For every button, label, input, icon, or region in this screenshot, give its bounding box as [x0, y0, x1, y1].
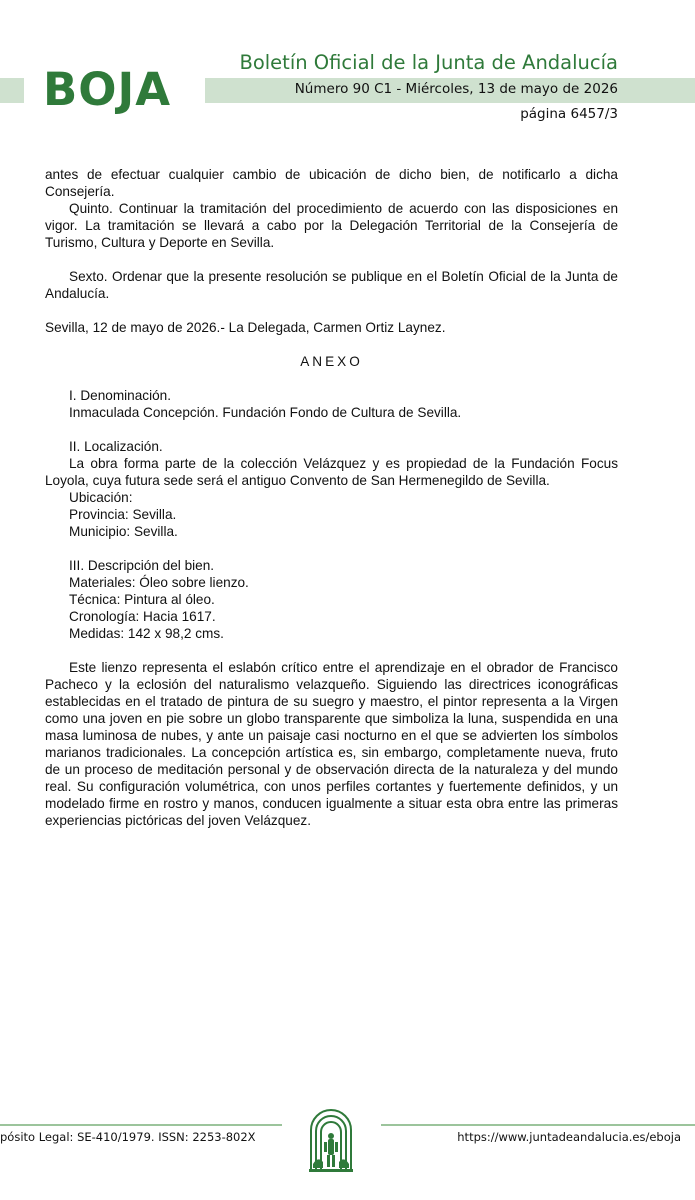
document-body	[45, 166, 618, 829]
legal-deposit-text: pósito Legal: SE-410/1979. ISSN: 2253-802X	[0, 1130, 256, 1144]
section-heading: III. Descripción del bien.	[69, 558, 215, 573]
page-number: página 6457/3	[520, 106, 618, 122]
website-link[interactable]: https://www.juntadeandalucia.es/eboja	[457, 1130, 681, 1144]
section-text: Inmaculada Concepción. Fundación Fondo de Cultura de Sevilla.	[69, 405, 462, 420]
footer-rule-left	[0, 1124, 282, 1126]
description-paragraph: Este lienzo representa el eslabón crítico entre el aprendizaje en el obrador de Francisco Pacheco y la eclosión del naturalismo velazqueño. Siguiendo las directrices iconográficas establecidas en el tratado de pintura de su suegro y maestro, el pintor representa a la Virgen como una joven en pie sobre un globo transparente que simboliza la luna, suspendida en una masa luminosa de nubes, y ante un paisaje casi nocturno en el que se advierten los símbolos marianos tradicionales. La concepción artística es, sin embargo, completamente nueva, fruto de un proceso de meditación personal y de observación directa de la naturaleza y del mundo real. Su configuración volumétrica, con unos perfiles cortantes y fuertemente definidos, y un modelado firme en rostro y manos, conducen igualmente a situar esta obra entre las primeras experiencias pictóricas del joven Velázquez.	[45, 660, 618, 828]
section-text: Ubicación:	[69, 490, 133, 505]
paragraph: Sexto. Ordenar que la presente resolución se publique en el Boletín Oficial de la Junta de Andalucía.	[45, 269, 618, 301]
issue-info: Número 90 C1 - Miércoles, 13 de mayo de 2026	[294, 81, 618, 97]
section-heading: II. Localización.	[69, 439, 163, 454]
section-text: Materiales: Óleo sobre lienzo.	[69, 575, 249, 590]
paragraph: antes de efectuar cualquier cambio de ubicación de dicho bien, de notificarlo a dicha Consejería.	[45, 167, 618, 199]
section-text: La obra forma parte de la colección Velázquez y es propiedad de la Fundación Focus Loyola, cuya futura sede será el antiguo Convento de San Hermenegildo de Sevilla.	[45, 456, 618, 488]
section-text: Municipio: Sevilla.	[69, 524, 178, 539]
boja-logo: BOJA	[43, 63, 172, 116]
andalucia-emblem-icon	[305, 1106, 357, 1174]
legal-deposit	[0, 1130, 282, 1144]
bulletin-title: Boletín Oficial de la Junta de Andalucía	[239, 51, 618, 74]
header-band-left	[0, 78, 24, 103]
section-text: Provincia: Sevilla.	[69, 507, 177, 522]
section-text: Técnica: Pintura al óleo.	[69, 592, 215, 607]
paragraph: Quinto. Continuar la tramitación del procedimiento de acuerdo con las disposiciones en vigor. La tramitación se llevará a cabo por la Delegación Territorial de la Consejería de Turismo, Cultura y Deporte en Sevilla.	[45, 201, 618, 250]
section-text: Medidas: 142 x 98,2 cms.	[69, 626, 224, 641]
section-heading: I. Denominación.	[69, 388, 172, 403]
section-text: Cronología: Hacia 1617.	[69, 609, 216, 624]
signature-line: Sevilla, 12 de mayo de 2026.- La Delegada, Carmen Ortiz Laynez.	[45, 320, 446, 335]
footer-rule-right	[381, 1124, 695, 1126]
annex-title: ANEXO	[300, 354, 363, 369]
